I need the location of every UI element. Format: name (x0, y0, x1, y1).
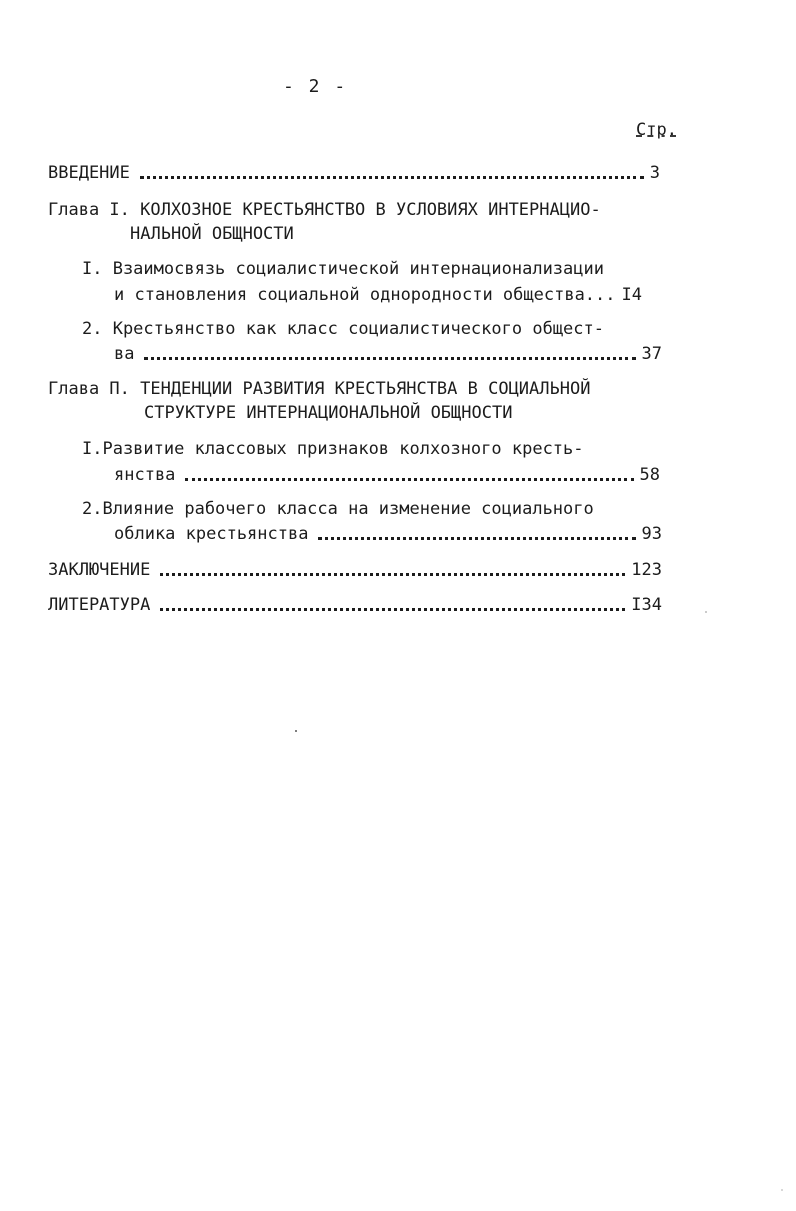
toc-entry-literature (48, 594, 662, 616)
toc-entry-ch1-sec1 (114, 284, 662, 306)
toc-page-ch2-sec2: 93 (641, 524, 662, 544)
chapter1-title-line1: Глава I. КОЛХОЗНОЕ КРЕСТЬЯНСТВО В УСЛОВИЯХ ИНТЕРНАЦИО- (48, 200, 601, 220)
chapter2-section2-line1: 2.Влияние рабочего класса на изменение социального (82, 499, 594, 519)
dot-leader (140, 176, 644, 179)
toc-label-conclusion: ЗАКЛЮЧЕНИЕ (48, 560, 151, 580)
toc-page-ch1-sec1: I4 (621, 285, 642, 305)
chapter2-title-line2: СТРУКТУРЕ ИНТЕРНАЦИОНАЛЬНОЙ ОБЩНОСТИ (144, 403, 513, 423)
chapter2-section1-line1: I.Развитие классовых признаков колхозного кресть- (82, 439, 584, 459)
chapter1-section2-line2: ва (114, 344, 135, 364)
scan-speck (705, 611, 707, 613)
toc-entry-ch2-sec1 (114, 464, 660, 486)
toc-entry-ch1-sec2 (114, 343, 662, 365)
dot-leader (160, 608, 625, 611)
page-number: - 2 - (283, 76, 348, 97)
scan-speck (295, 730, 297, 732)
chapter1-section1-line2: и становления социальной однородности общества... (114, 285, 616, 305)
toc-page-literature: I34 (631, 595, 662, 615)
chapter1-section1-line1: I. Взаимосвязь социалистической интернационализации (82, 259, 604, 279)
toc-page-ch1-sec2: 37 (641, 344, 662, 364)
toc-label-intro: ВВЕДЕНИЕ (48, 163, 130, 183)
toc-label-literature: ЛИТЕРАТУРА (48, 595, 151, 615)
dot-leader (185, 478, 633, 481)
toc-page-conclusion: 123 (631, 560, 662, 580)
dot-leader (160, 573, 625, 576)
toc-entry-ch2-sec2 (114, 523, 662, 545)
dot-leader (318, 537, 635, 540)
chapter1-title-line2: НАЛЬНОЙ ОБЩНОСТИ (130, 224, 294, 244)
chapter1-section2-line1: 2. Крестьянство как класс социалистического общест- (82, 319, 604, 339)
dot-leader (144, 357, 635, 360)
toc-entry-conclusion (48, 559, 662, 581)
chapter2-section2-line2: облика крестьянства (114, 524, 309, 544)
page-column-label: Стр. (636, 120, 677, 140)
chapter2-title-line1: Глава П. ТЕНДЕНЦИИ РАЗВИТИЯ КРЕСТЬЯНСТВА В СОЦИАЛЬНОЙ (48, 379, 591, 399)
toc-page-ch2-sec1: 58 (639, 465, 660, 485)
scan-speck (781, 1189, 783, 1191)
chapter2-section1-line2: янства (114, 465, 176, 485)
toc-entry-intro (48, 162, 660, 184)
toc-page-intro: 3 (649, 163, 660, 183)
